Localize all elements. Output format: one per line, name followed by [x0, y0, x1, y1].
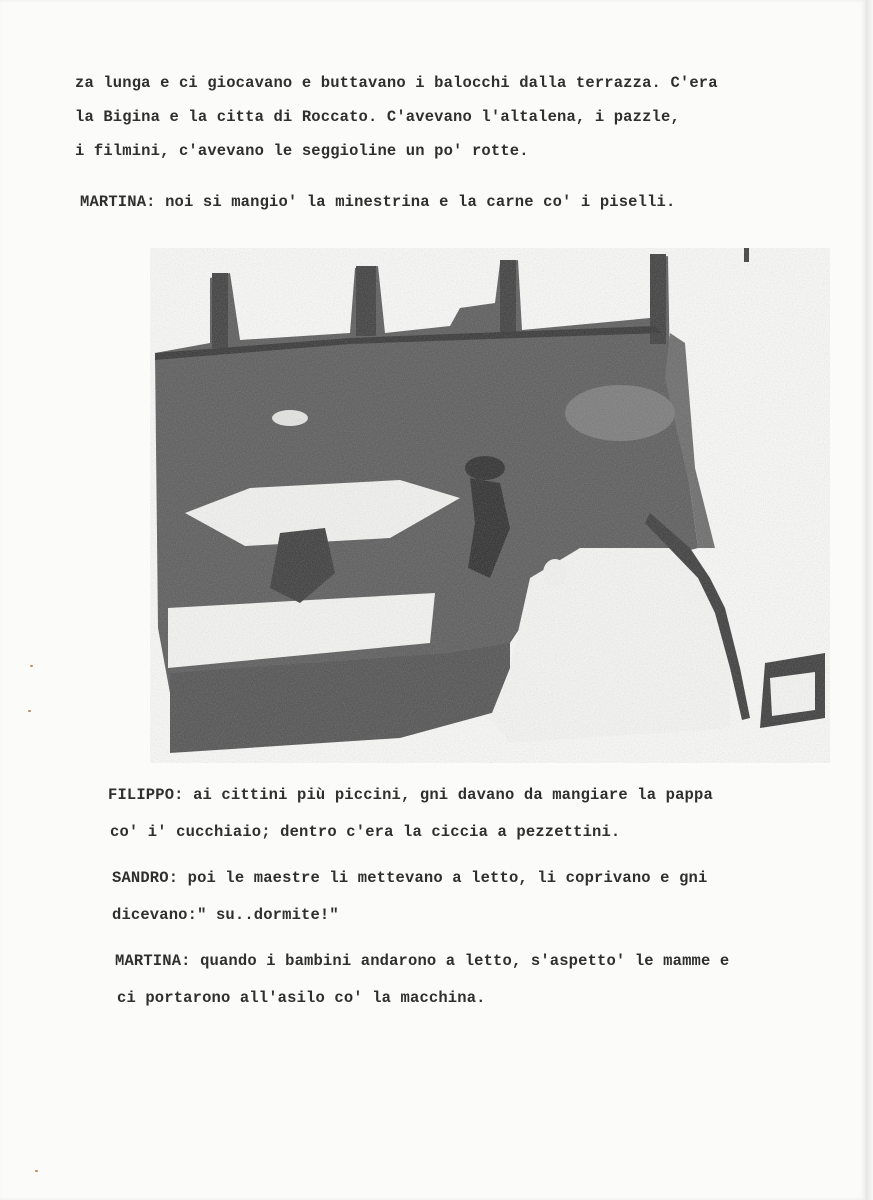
- photocopy-grain: [150, 248, 830, 763]
- paper-speck-3: [35, 1170, 38, 1172]
- text-line-2: la Bigina e la citta di Roccato. C'avevano l'altalena, i pazzle,: [75, 108, 680, 126]
- filippo-line-2: co' i' cucchiaio; dentro c'era la ciccia a pezzettini.: [110, 823, 621, 841]
- martina-line-1: MARTINA: quando i bambini andarono a letto, s'aspetto' le mamme e: [115, 952, 730, 970]
- martina-line-2: ci portarono all'asilo co' la macchina.: [117, 989, 486, 1007]
- martina-line: MARTINA: noi si mangio' la minestrina e la carne co' i piselli.: [80, 193, 676, 211]
- sandro-line-2: dicevano:" su..dormite!": [112, 906, 339, 924]
- text-line-3: i filmini, c'avevano le seggioline un po' rotte.: [75, 142, 529, 160]
- paper-speck-2: [28, 710, 31, 712]
- paper-edge: [866, 0, 873, 1200]
- classroom-photo: [150, 248, 830, 763]
- filippo-line-1: FILIPPO: ai cittini più piccini, gni davano da mangiare la pappa: [108, 786, 713, 804]
- text-line-1: za lunga e ci giocavano e buttavano i balocchi dalla terrazza. C'era: [75, 74, 718, 92]
- sandro-line-1: SANDRO: poi le maestre li mettevano a letto, li coprivano e gni: [112, 869, 708, 887]
- paper-speck-1: [30, 665, 33, 667]
